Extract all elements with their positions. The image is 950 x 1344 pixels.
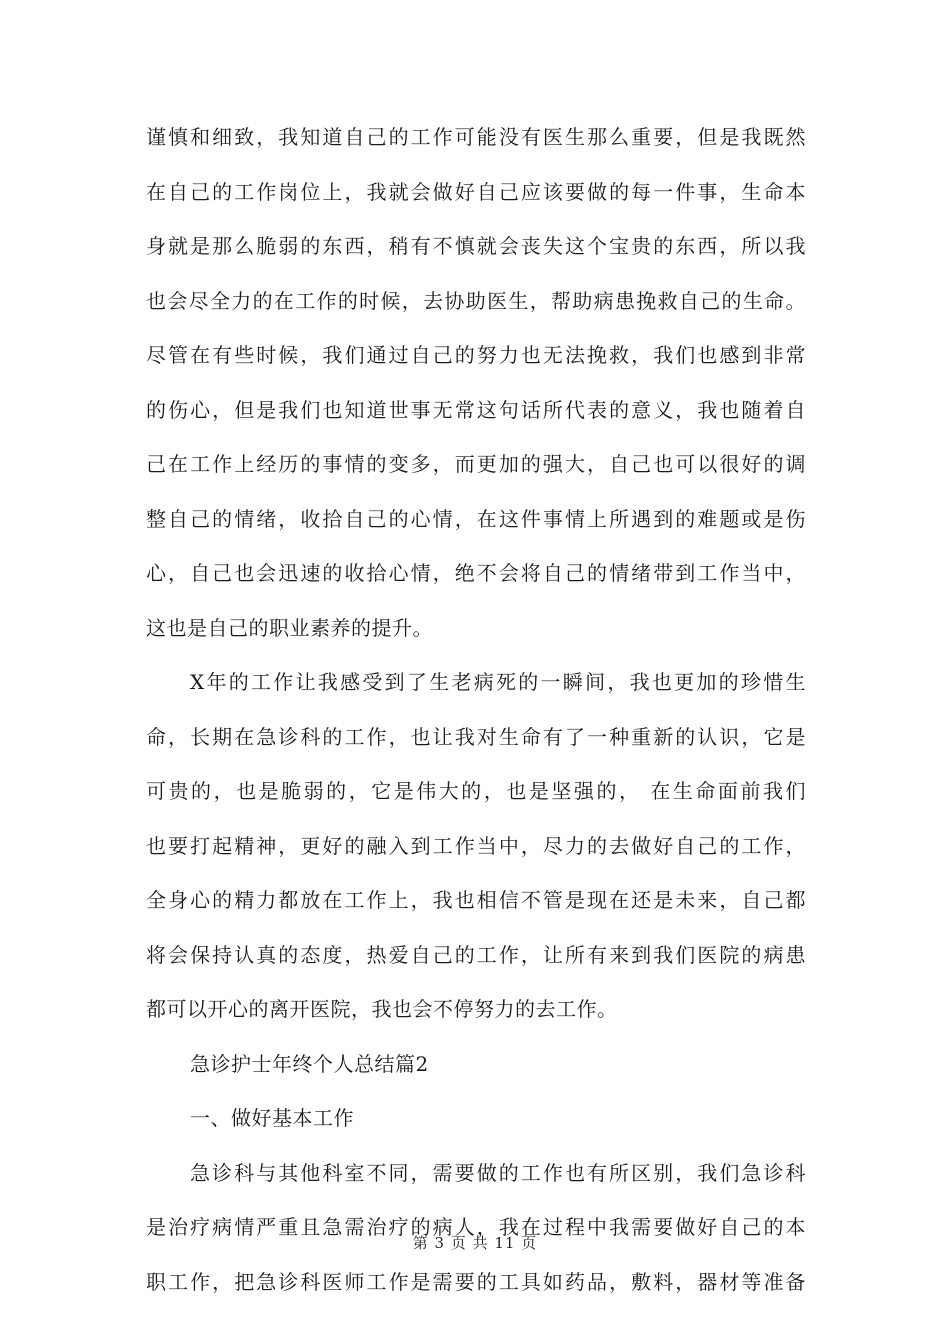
section-title: 急诊护士年终个人总结篇2	[190, 1051, 429, 1076]
page-number-footer: 第 3 页 共 11 页	[412, 1234, 538, 1252]
paragraph-1-line-6: 的伤心，但是我们也知道世事无常这句话所代表的意义，我也随着自	[146, 397, 806, 422]
paragraph-1-line-7: 己在工作上经历的事情的变多，而更加的强大，自己也可以很好的调	[146, 452, 806, 476]
paragraph-2-line-2: 命，长期在急诊科的工作，也让我对生命有了一种重新的认识，它是	[146, 724, 806, 749]
paragraph-2-line-4: 也要打起精神，更好的融入到工作当中，尽力的去做好自己的工作，	[146, 833, 806, 858]
subsection-title: 一、做好基本工作	[190, 1106, 354, 1130]
paragraph-1-line-2: 在自己的工作岗位上，我就会做好自己应该要做的每一件事，生命本	[146, 179, 806, 204]
paragraph-3-line-2: 是治疗病情严重且急需治疗的病人，我在过程中我需要做好自己的本	[146, 1215, 806, 1239]
paragraph-2-line-5: 全身心的精力都放在工作上，我也相信不管是现在还是未来，自己都	[146, 888, 806, 912]
paragraph-2-line-1: X年的工作让我感受到了生老病死的一瞬间，我也更加的珍惜生	[190, 670, 806, 694]
paragraph-1-line-5: 尽管在有些时候，我们通过自己的努力也无法挽救，我们也感到非常	[146, 343, 806, 367]
paragraph-3-line-1: 急诊科与其他科室不同，需要做的工作也有所区别，我们急诊科	[190, 1160, 806, 1185]
paragraph-1-line-3: 身就是那么脆弱的东西，稍有不慎就会丧失这个宝贵的东西，所以我	[146, 234, 806, 258]
paragraph-1-line-8: 整自己的情绪，收拾自己的心情，在这件事情上所遇到的难题或是伤	[146, 506, 806, 531]
paragraph-2-line-6: 将会保持认真的态度，热爱自己的工作，让所有来到我们医院的病患	[146, 942, 806, 967]
document-body	[146, 110, 806, 1309]
paragraph-3-line-3: 职工作，把急诊科医师工作是需要的工具如药品，敷料，器材等准备	[146, 1269, 806, 1294]
paragraph-1-line-9: 心，自己也会迅速的收拾心情，绝不会将自己的情绪带到工作当中，	[146, 561, 806, 585]
paragraph-1-line-4: 也会尽全力的在工作的时候，去协助医生，帮助病患挽救自己的生命。	[146, 288, 806, 313]
paragraph-2-line-7: 都可以开心的离开医院，我也会不停努力的去工作。	[146, 997, 618, 1021]
paragraph-1-line-1: 谨慎和细致，我知道自己的工作可能没有医生那么重要，但是我既然	[146, 125, 806, 149]
paragraph-1-line-10: 这也是自己的职业素养的提升。	[146, 615, 433, 640]
paragraph-2-line-3: 可贵的，也是脆弱的，它是伟大的，也是坚强的， 在生命面前我们	[146, 779, 806, 803]
